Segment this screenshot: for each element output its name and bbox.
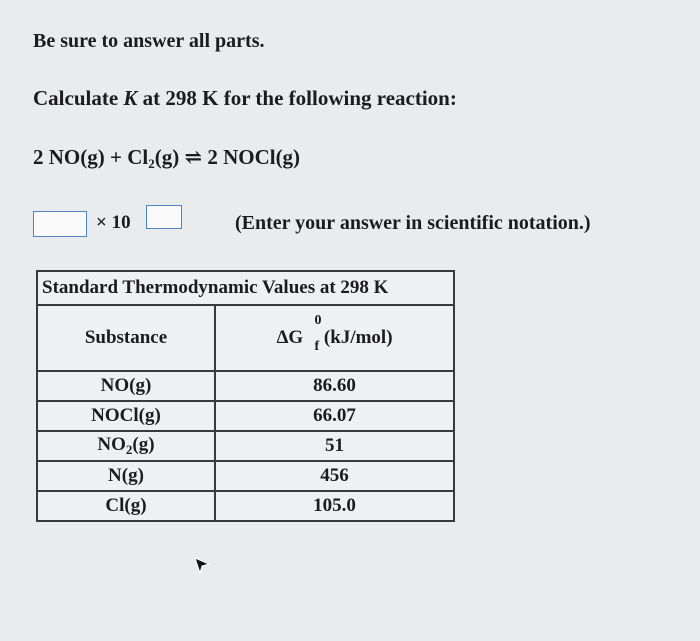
header-delta-g (215, 305, 454, 371)
table-row (37, 371, 454, 401)
substance-text: NO (97, 434, 126, 455)
value-cell: 456 (215, 461, 454, 491)
exponent-input[interactable] (146, 205, 182, 229)
value-cell: 51 (215, 431, 454, 461)
substance-cell (37, 431, 215, 461)
substance-cell: Cl(g) (37, 491, 215, 521)
header-substance: Substance (37, 305, 215, 371)
delta-g-superscript: 0 (314, 313, 322, 328)
reaction-left-phase: (g) (154, 145, 180, 169)
thermo-table (36, 270, 455, 522)
substance-subscript: 2 (125, 442, 133, 457)
value-cell: 66.07 (215, 401, 454, 431)
instructions-text: Be sure to answer all parts. (33, 30, 265, 52)
times-ten-label: × 10 (96, 212, 131, 233)
reaction-left: 2 NO(g) + Cl (33, 145, 149, 169)
substance-phase: (g) (132, 434, 155, 455)
reaction-subscript: 2 (148, 156, 155, 171)
delta-g-symbol: ΔG (276, 327, 304, 348)
question-variable: K (123, 86, 138, 110)
reaction-right: 2 NOCl(g) (207, 145, 301, 169)
substance-cell: N(g) (37, 461, 215, 491)
table-row (37, 461, 454, 491)
equilibrium-arrow-icon: ⇌ (184, 145, 203, 169)
table-title: Standard Thermodynamic Values at 298 K (37, 271, 454, 305)
reaction-equation (33, 144, 300, 172)
mantissa-input[interactable] (33, 211, 87, 237)
table-row (37, 401, 454, 431)
mouse-cursor-icon (194, 557, 210, 575)
question-suffix: at 298 K for the following reaction: (137, 86, 457, 110)
answer-row (33, 205, 673, 237)
delta-g-unit: (kJ/mol) (323, 327, 393, 348)
answer-hint: (Enter your answer in scientific notation.) (235, 212, 591, 234)
question-prefix: Calculate (33, 86, 124, 110)
value-cell: 105.0 (215, 491, 454, 521)
question-text (33, 86, 457, 111)
substance-cell: NOCl(g) (37, 401, 215, 431)
table-row (37, 431, 454, 461)
delta-g-subscript: f (314, 339, 320, 354)
table-row (37, 491, 454, 521)
value-cell: 86.60 (215, 371, 454, 401)
substance-cell: NO(g) (37, 371, 215, 401)
